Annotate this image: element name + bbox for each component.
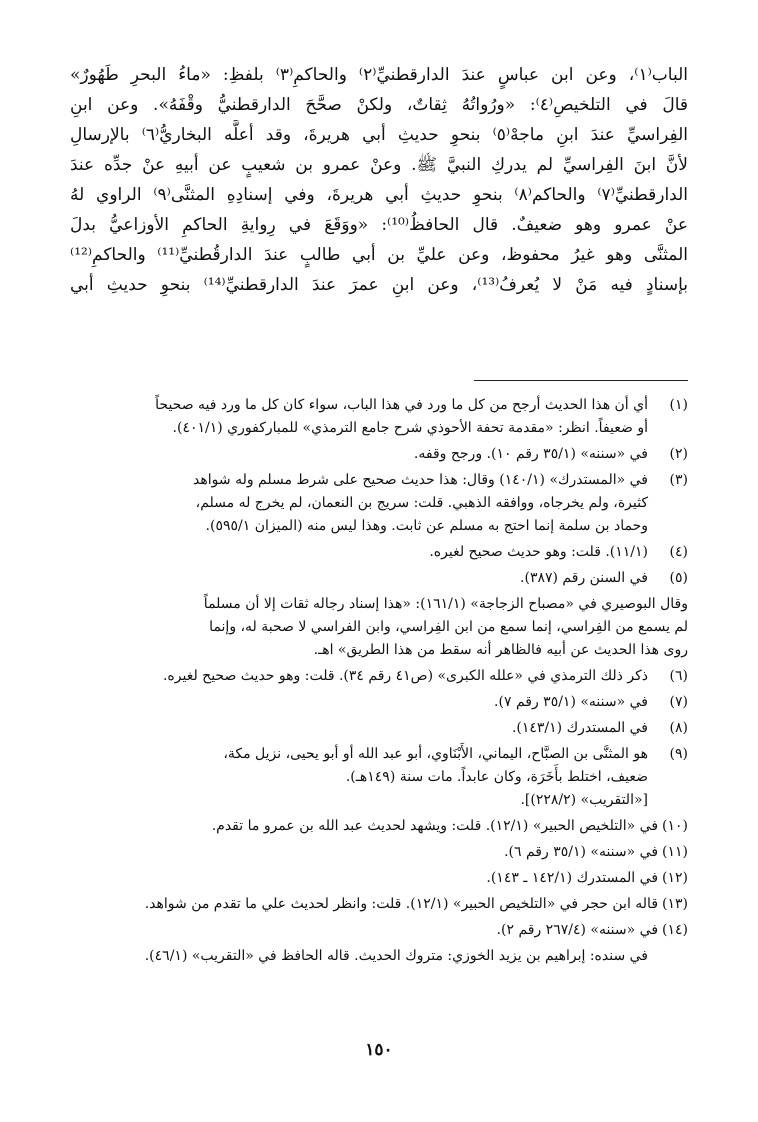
footnote-3 (70, 469, 688, 538)
footnote-14 (70, 919, 688, 942)
main-line: عنْ عمرو وهو ضعيفٌ. قال الحافظُ⁽¹⁰⁾: «ووَقَعَ في رِوايةِ الحاكمِ الأوزاعيُّ بدلَ (70, 215, 688, 235)
footnote-6 (70, 665, 688, 688)
footnote-line: روى هذا الحديث عن أبيه فالظاهر أنه سقط من هذا الطريق» اهـ. (313, 642, 688, 658)
footnote-14-continuation: في سنده: إبراهيم بن يزيد الخوزي: متروك الحديث. قاله الحافظ في «التقريب» (٤٦/١). (144, 948, 648, 964)
main-line: الفِراسيِّ عندَ ابنِ ماجهْ⁽٥⁾ بنحوِ حديثِ أبي هريرةَ، وقد أعلَّه البخاريُّ⁽٦⁾ بالإرسالِ (70, 125, 688, 145)
footnote-13 (70, 893, 688, 916)
footnote-number: (٣) (669, 472, 688, 488)
footnote-line: قاله ابن حجر في «التلخيص الحبير» (١٢/١). قلت: وانظر لحديث علي ما تقدم من شواهد. (144, 896, 659, 912)
footnote-number: (١٣) (662, 896, 688, 912)
footnote-line: في «سننه» (٣٥/١ رقم ١٠). ورجح وقفه. (413, 446, 648, 462)
footnote-line: ضعيف، اختلط بأَخَرَة، وكان عابداً. مات سنة (١٤٩هـ). (345, 769, 648, 785)
footnote-number: (١٠) (662, 818, 688, 834)
footnotes (70, 394, 688, 971)
footnote-10 (70, 815, 688, 838)
footnote-line: في المستدرك (١٤٣/١). (511, 720, 648, 736)
footnote-number: (٨) (669, 720, 688, 736)
footnote-1 (70, 394, 688, 440)
main-line: قالَ في التلخيصِ⁽٤⁾: «ورُواتُهُ ثِقاتٌ، ولكنْ صحَّحَ الدارقطنيُّ وقْفَهُ». وعن ابنِ (70, 95, 688, 115)
main-text (70, 60, 688, 300)
footnote-line: أو ضعيفاً. انظر: «مقدمة تحفة الأحوذي شرح جامع الترمذي» للمباركفوري (٤٠١/١). (172, 420, 648, 436)
footnote-number: (٦) (669, 668, 688, 684)
footnote-line: في المستدرك (١٤٢/١ ـ ١٤٣). (486, 870, 659, 886)
main-line: بإسنادٍ فيه مَنْ لا يُعرفُ⁽¹³⁾، وعن ابنِ عمرَ عندَ الدارقطنيِّ⁽¹⁴⁾ بنحوِ حديثِ أبي (70, 275, 688, 295)
footnote-line: (١١/١). قلت: وهو حديث صحيح لغيره. (429, 544, 648, 560)
footnote-5-continuation (70, 593, 688, 662)
footnote-number: (١٤) (662, 922, 688, 938)
main-line: الباب⁽١⁾، وعن ابن عباسٍ عندَ الدارقطنيِّ⁽٢⁾ والحاكمِ⁽٣⁾ بلفظِ: «ماءُ البحرِ طَهُورٌ» (70, 65, 688, 85)
footnote-8 (70, 717, 688, 740)
footnote-line: هو المثنَّى بن الصبَّاح، اليماني، الأَبْنَاوي، أبو عبد الله أو أبو يحيى، نزيل مكة، (223, 746, 648, 762)
footnote-number: (١) (669, 397, 688, 413)
footnote-5 (70, 567, 688, 590)
main-line: الدارقطنيِّ⁽٧⁾ والحاكم⁽٨⁾ بنحوِ حديثِ أبي هريرةَ، وفي إسنادِهِ المثنَّى⁽٩⁾ الراوي لهُ (70, 185, 688, 205)
footnote-line: وقال البوصيري في «مصباح الزجاجة» (١٦١/١): «هذا إسناد رجاله ثقات إلا أن مسلماً (203, 596, 688, 612)
footnote-line: في «التلخيص الحبير» (١٢/١). قلت: ويشهد لحديث عبد الله بن عمرو ما تقدم. (211, 818, 659, 834)
footnote-4 (70, 541, 688, 564)
main-line: المثنَّى وهو غيرُ محفوظ، وعن عليِّ بن أبي طالبٍ عندَ الدارقُطنيِّ⁽¹¹⁾ والحاكمِ⁽¹²⁾ (70, 245, 688, 265)
footnote-line: في السنن رقم (٣٨٧). (520, 570, 648, 586)
footnote-number: (٥) (669, 570, 688, 586)
footnote-line: ذكر ذلك الترمذي في «علله الكبرى» (ص٤١ رقم ٣٤). قلت: وهو حديث صحيح لغيره. (162, 668, 648, 684)
footnote-number: (١١) (662, 844, 688, 860)
footnote-11 (70, 841, 688, 864)
footnote-separator (474, 380, 688, 381)
footnote-line: في «سننه» (٣٥/١ رقم ٧). (494, 694, 648, 710)
footnote-7 (70, 691, 688, 714)
footnote-line: لم يسمع من الفِراسي، إنما سمع من ابن الفِراسي، وابن الفراسي لا صحبة له، وإنما (209, 619, 688, 635)
footnote-2 (70, 443, 688, 466)
footnote-number: (٩) (669, 746, 688, 762)
footnote-line: أي أن هذا الحديث أرجح من كل ما ورد في هذا الباب، سواء كان كل ما ورد فيه صحيحاً (155, 397, 648, 413)
footnote-line: في «المستدرك» (١٤٠/١) وقال: هذا حديث صحيح على شرط مسلم وله شواهد (193, 472, 648, 488)
footnote-line: كثيرة، ولم يخرجاه، ووافقه الذهبي. قلت: سريج بن النعمان، لم يخرج له مسلم، (195, 495, 648, 511)
footnote-number: (٧) (669, 694, 688, 710)
footnote-9 (70, 743, 688, 812)
footnote-number: (٤) (669, 544, 688, 560)
footnote-line: [«التقريب» (٢٢٨/٢)]. (520, 792, 648, 808)
page-number: ١٥٠ (365, 1040, 393, 1060)
footnote-line: وحماد بن سلمة إنما احتج به مسلم عن ثابت. وهذا ليس منه (الميزان ٥٩٥/١). (205, 518, 648, 534)
footnote-line: في «سننه» (٢٦٧/٤ رقم ٢). (496, 922, 659, 938)
footnote-line: في «سننه» (٣٥/١ رقم ٦). (504, 844, 659, 860)
main-line: لأنَّ ابنَ الفِراسيِّ لم يدركِ النبيَّ ﷺ. وعنْ عمرو بن شعيبٍ عن أبيهِ عنْ جدِّه عندَ (70, 155, 688, 175)
footnote-number: (١٢) (662, 870, 688, 886)
footnote-number: (٢) (669, 446, 688, 462)
footnote-12 (70, 867, 688, 890)
